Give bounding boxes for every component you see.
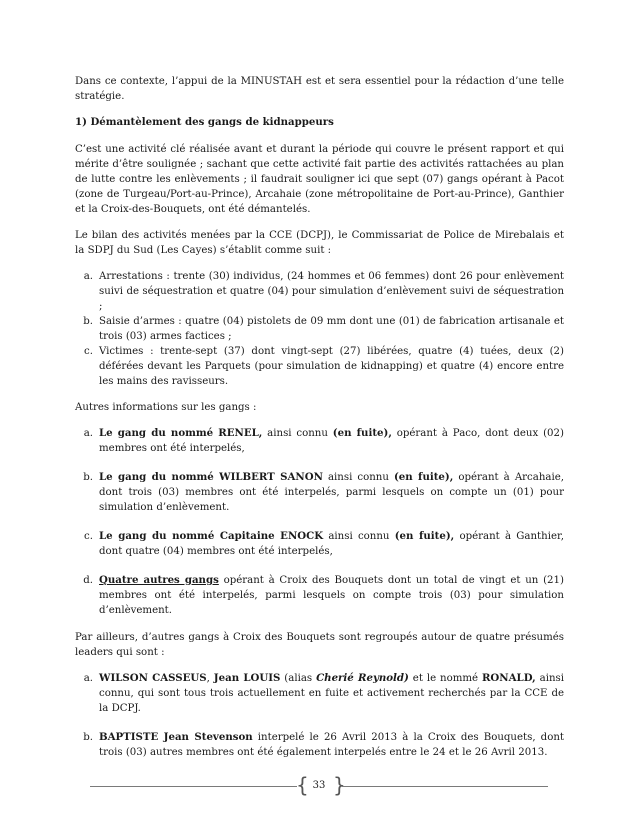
list-item bbox=[75, 671, 564, 716]
list-item-text: Arrestations : trente (30) individus, (24 hommes et 06 femmes) dont 26 pour enlèvement suivi de séquestration et quatre (04) pour simulation d’enlèvement suivi de séquestration ; bbox=[99, 271, 564, 312]
gang-status: (en fuite), bbox=[332, 427, 392, 439]
list-marker: a. bbox=[83, 673, 93, 684]
document-body bbox=[75, 74, 564, 774]
gang-text: ainsi connu bbox=[323, 531, 395, 542]
gang-status: (en fuite), bbox=[393, 471, 454, 483]
leader-text: interpelé le 26 Avril 2013 à la Croix des Bouquets, dont trois (03) autres membres ont été également interpelés entre le 24 et le 26 Avril 2013. bbox=[99, 732, 564, 758]
gang-name: Quatre autres gangs bbox=[99, 574, 219, 586]
leader-alias: Cherié Reynold) bbox=[316, 672, 409, 684]
leader-name: WILSON CASSEUS bbox=[99, 672, 207, 684]
list-marker: d. bbox=[83, 575, 93, 586]
leaders-list bbox=[75, 671, 564, 760]
list-item bbox=[75, 314, 564, 344]
list-marker: b. bbox=[83, 732, 93, 743]
list-item bbox=[75, 529, 564, 559]
gang-name: Le gang du nommé WILBERT SANON bbox=[99, 471, 323, 483]
leader-name: BAPTISTE Jean Stevenson bbox=[99, 731, 253, 743]
list-marker: a. bbox=[83, 428, 93, 439]
list-item bbox=[75, 269, 564, 314]
leader-text: (alias bbox=[280, 673, 317, 684]
gang-name: Le gang du nommé RENEL, bbox=[99, 427, 263, 439]
section-heading: 1) Démantèlement des gangs de kidnappeurs bbox=[75, 116, 334, 128]
intro-paragraph: Dans ce contexte, l’appui de la MINUSTAH est et sera essentiel pour la rédaction d’une telle stratégie. bbox=[75, 76, 564, 102]
gang-text: opérant à Croix des Bouquets dont un total de vingt et un (21) membres ont été interpelés, parmi lesquels on compte trois (03) pour simulation d’enlèvement. bbox=[99, 575, 564, 616]
footer-rule-left bbox=[90, 786, 297, 787]
list-item bbox=[75, 730, 564, 760]
leader-text: ainsi connu, qui sont tous trois actuellement en fuite et activement recherchés par la CCE de la DCPJ. bbox=[99, 673, 565, 714]
list-item bbox=[75, 344, 564, 389]
page-number: 33 bbox=[312, 780, 326, 791]
left-bracket-icon: { bbox=[296, 773, 309, 797]
list-item-text: Saisie d’armes : quatre (04) pistolets de 09 mm dont une (01) de fabrication artisanale et trois (03) armes factices ; bbox=[99, 316, 564, 342]
gang-text: ainsi connu bbox=[262, 428, 333, 439]
list-marker: a. bbox=[83, 271, 93, 282]
leader-text: et le nommé bbox=[408, 673, 482, 684]
gang-text: ainsi connu bbox=[322, 472, 394, 483]
page-footer bbox=[90, 774, 548, 798]
list-marker: c. bbox=[84, 531, 93, 542]
list-item bbox=[75, 573, 564, 618]
leader-name: RONALD, bbox=[481, 672, 536, 684]
leader-text: , bbox=[206, 673, 214, 684]
gang-text: opérant à Ganthier, dont quatre (04) membres ont été interpelés, bbox=[99, 531, 564, 557]
gang-name: Le gang du nommé Capitaine ENOCK bbox=[99, 530, 324, 542]
list-marker: b. bbox=[83, 316, 93, 327]
gang-text: opérant à Paco, dont deux (02) membres ont été interpelés, bbox=[99, 428, 564, 454]
list-marker: c. bbox=[84, 346, 93, 357]
list-item bbox=[75, 470, 564, 515]
gang-text: opérant à Arcahaie, dont trois (03) membres ont été interpelés, parmi lesquels on compte un (01) pour simulation d’enlèvement. bbox=[99, 472, 564, 513]
paragraph-activities: C’est une activité clé réalisée avant et durant la période qui couvre le présent rapport et qui mérite d’être soulignée ; sachant que cette activité fait partie des activités rattachées au plan de lutte contre les enlèvements ; il faudrait souligner ici que sept (07) gangs opérant à Pacot (zone de Turgeau/Port-au-Prince), Arcahaie (zone métropolitaine de Port-au-Prince), Ganthier et la Croix-des-Bouquets, ont été démantelés. bbox=[75, 144, 564, 215]
bilan-list bbox=[75, 269, 564, 389]
autres-heading: Autres informations sur les gangs : bbox=[75, 402, 257, 413]
gang-status: (en fuite), bbox=[394, 530, 455, 542]
leader-name: Jean LOUIS bbox=[213, 672, 281, 684]
list-item bbox=[75, 426, 564, 456]
right-bracket-icon: } bbox=[333, 773, 346, 797]
paragraph-leaders: Par ailleurs, d’autres gangs à Croix des Bouquets sont regroupés autour de quatre présumés leaders qui sont : bbox=[75, 632, 564, 658]
list-marker: b. bbox=[83, 472, 93, 483]
gangs-list bbox=[75, 426, 564, 618]
footer-rule-right bbox=[342, 786, 548, 787]
list-item-text: Victimes : trente-sept (37) dont vingt-sept (27) libérées, quatre (4) tuées, deux (2) déférées devant les Parquets (pour simulation de kidnapping) et quatre (4) encore entre les mains des ravisseurs. bbox=[99, 346, 564, 387]
paragraph-bilan: Le bilan des activités menées par la CCE (DCPJ), le Commissariat de Police de Mirebalais et la SDPJ du Sud (Les Cayes) s’établit comme suit : bbox=[75, 230, 564, 256]
